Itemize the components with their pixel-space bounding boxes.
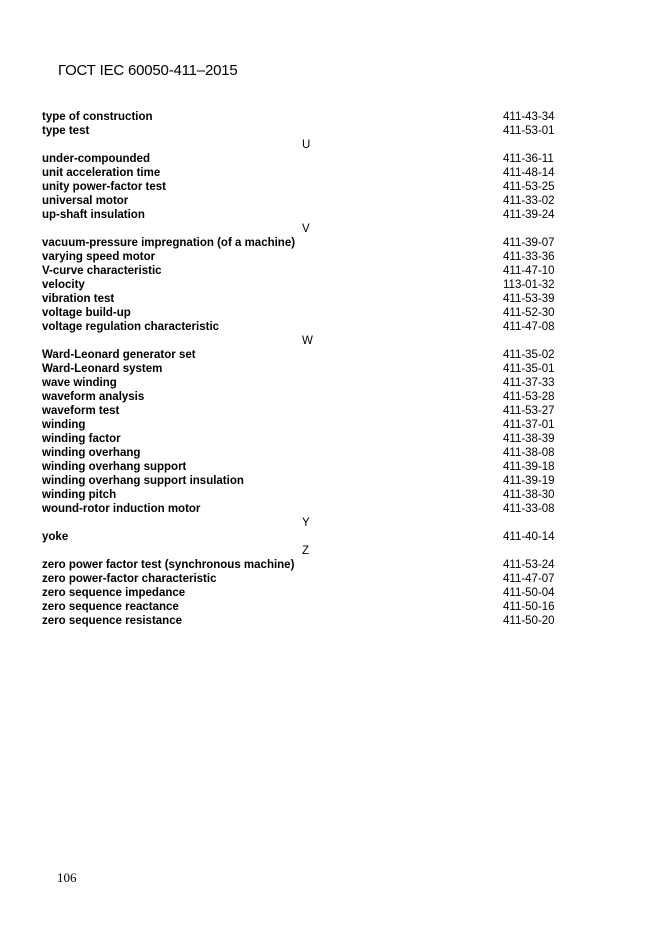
index-code: 411-39-19 bbox=[503, 475, 555, 487]
section-letter-w bbox=[42, 334, 562, 348]
index-entry bbox=[42, 194, 562, 208]
document-header: ГОСТ IEC 60050-411–2015 bbox=[58, 62, 238, 79]
index-code: 411-37-01 bbox=[503, 419, 555, 431]
index-entry bbox=[42, 376, 562, 390]
index-term: type test bbox=[42, 125, 90, 137]
index-entry bbox=[42, 474, 562, 488]
index-entry bbox=[42, 460, 562, 474]
index-code: 411-47-07 bbox=[503, 573, 555, 585]
index-term: winding overhang support insulation bbox=[42, 475, 244, 487]
index-term: winding bbox=[42, 419, 86, 431]
index-term: universal motor bbox=[42, 195, 129, 207]
index-entry bbox=[42, 348, 562, 362]
index-term: V-curve characteristic bbox=[42, 265, 162, 277]
index-code: 411-50-16 bbox=[503, 601, 555, 613]
section-letter-u bbox=[42, 138, 562, 152]
index-code: 411-39-24 bbox=[503, 209, 555, 221]
index-term: winding factor bbox=[42, 433, 121, 445]
index-entry bbox=[42, 278, 562, 292]
index-entry bbox=[42, 432, 562, 446]
index-term: waveform analysis bbox=[42, 391, 145, 403]
index-code: 411-53-25 bbox=[503, 181, 555, 193]
section-letter-label: Y bbox=[302, 517, 310, 529]
index-code: 411-47-10 bbox=[503, 265, 555, 277]
section-letter-label: Z bbox=[302, 545, 310, 557]
index-code: 411-33-02 bbox=[503, 195, 555, 207]
index-entry bbox=[42, 208, 562, 222]
index-term: winding overhang bbox=[42, 447, 141, 459]
section-letter-z bbox=[42, 544, 562, 558]
section-letter-label: U bbox=[302, 139, 311, 151]
index-entry bbox=[42, 558, 562, 572]
index-term: yoke bbox=[42, 531, 69, 543]
index-term: unity power-factor test bbox=[42, 181, 166, 193]
index-term: unit acceleration time bbox=[42, 167, 161, 179]
index-code: 411-35-01 bbox=[503, 363, 555, 375]
index-entry bbox=[42, 530, 562, 544]
index-code: 411-50-04 bbox=[503, 587, 555, 599]
index-term: wave winding bbox=[42, 377, 117, 389]
index-term: zero sequence reactance bbox=[42, 601, 179, 613]
index-term: wound-rotor induction motor bbox=[42, 503, 201, 515]
index-code: 411-40-14 bbox=[503, 531, 555, 543]
index-term: up-shaft insulation bbox=[42, 209, 145, 221]
index-term: under-compounded bbox=[42, 153, 150, 165]
index-entry bbox=[42, 362, 562, 376]
index-code: 411-48-14 bbox=[503, 167, 555, 179]
index-term: zero power factor test (synchronous machine) bbox=[42, 559, 295, 571]
index-entry bbox=[42, 614, 562, 628]
index-code: 411-53-24 bbox=[503, 559, 555, 571]
index-code: 411-53-27 bbox=[503, 405, 555, 417]
index-entry bbox=[42, 586, 562, 600]
index-entry bbox=[42, 250, 562, 264]
index-code: 113-01-32 bbox=[503, 279, 555, 291]
index-code: 411-53-28 bbox=[503, 391, 555, 403]
index-entry bbox=[42, 264, 562, 278]
index-code: 411-39-18 bbox=[503, 461, 555, 473]
index-code: 411-52-30 bbox=[503, 307, 555, 319]
index-entry bbox=[42, 418, 562, 432]
index-entry bbox=[42, 306, 562, 320]
index-entry bbox=[42, 166, 562, 180]
index-code: 411-39-07 bbox=[503, 237, 555, 249]
index-term: zero sequence impedance bbox=[42, 587, 186, 599]
index-code: 411-33-08 bbox=[503, 503, 555, 515]
index-term: varying speed motor bbox=[42, 251, 156, 263]
index-entry bbox=[42, 320, 562, 334]
index-code: 411-38-30 bbox=[503, 489, 555, 501]
index-code: 411-33-36 bbox=[503, 251, 555, 263]
index-term: type of construction bbox=[42, 111, 153, 123]
index-term: voltage regulation characteristic bbox=[42, 321, 220, 333]
index-entry bbox=[42, 236, 562, 250]
index-term: winding overhang support bbox=[42, 461, 187, 473]
section-letter-label: V bbox=[302, 223, 310, 235]
index-term: voltage build-up bbox=[42, 307, 131, 319]
index-code: 411-38-39 bbox=[503, 433, 555, 445]
index-code: 411-50-20 bbox=[503, 615, 555, 627]
index-term: waveform test bbox=[42, 405, 120, 417]
index-entry bbox=[42, 600, 562, 614]
index-entry bbox=[42, 390, 562, 404]
index-entry bbox=[42, 292, 562, 306]
page-number: 106 bbox=[57, 870, 77, 885]
index-term: velocity bbox=[42, 279, 85, 291]
index-code: 411-43-34 bbox=[503, 111, 555, 123]
index-code: 411-47-08 bbox=[503, 321, 555, 333]
index-code: 411-37-33 bbox=[503, 377, 555, 389]
section-letter-y bbox=[42, 516, 562, 530]
index-entry bbox=[42, 124, 562, 138]
index-entry bbox=[42, 404, 562, 418]
index-entry bbox=[42, 488, 562, 502]
index-list bbox=[42, 110, 562, 628]
index-term: zero sequence resistance bbox=[42, 615, 182, 627]
index-term: zero power-factor characteristic bbox=[42, 573, 217, 585]
section-letter-v bbox=[42, 222, 562, 236]
index-entry bbox=[42, 446, 562, 460]
index-code: 411-53-01 bbox=[503, 125, 555, 137]
index-entry bbox=[42, 110, 562, 124]
index-code: 411-38-08 bbox=[503, 447, 555, 459]
index-term: vacuum-pressure impregnation (of a machine) bbox=[42, 237, 296, 249]
index-entry bbox=[42, 572, 562, 586]
index-entry bbox=[42, 502, 562, 516]
index-code: 411-53-39 bbox=[503, 293, 555, 305]
index-entry bbox=[42, 180, 562, 194]
index-term: vibration test bbox=[42, 293, 115, 305]
index-entry bbox=[42, 152, 562, 166]
index-term: Ward-Leonard system bbox=[42, 363, 163, 375]
index-term: winding pitch bbox=[42, 489, 117, 501]
index-code: 411-36-11 bbox=[503, 153, 554, 165]
section-letter-label: W bbox=[302, 335, 313, 347]
index-code: 411-35-02 bbox=[503, 349, 555, 361]
index-term: Ward-Leonard generator set bbox=[42, 349, 196, 361]
